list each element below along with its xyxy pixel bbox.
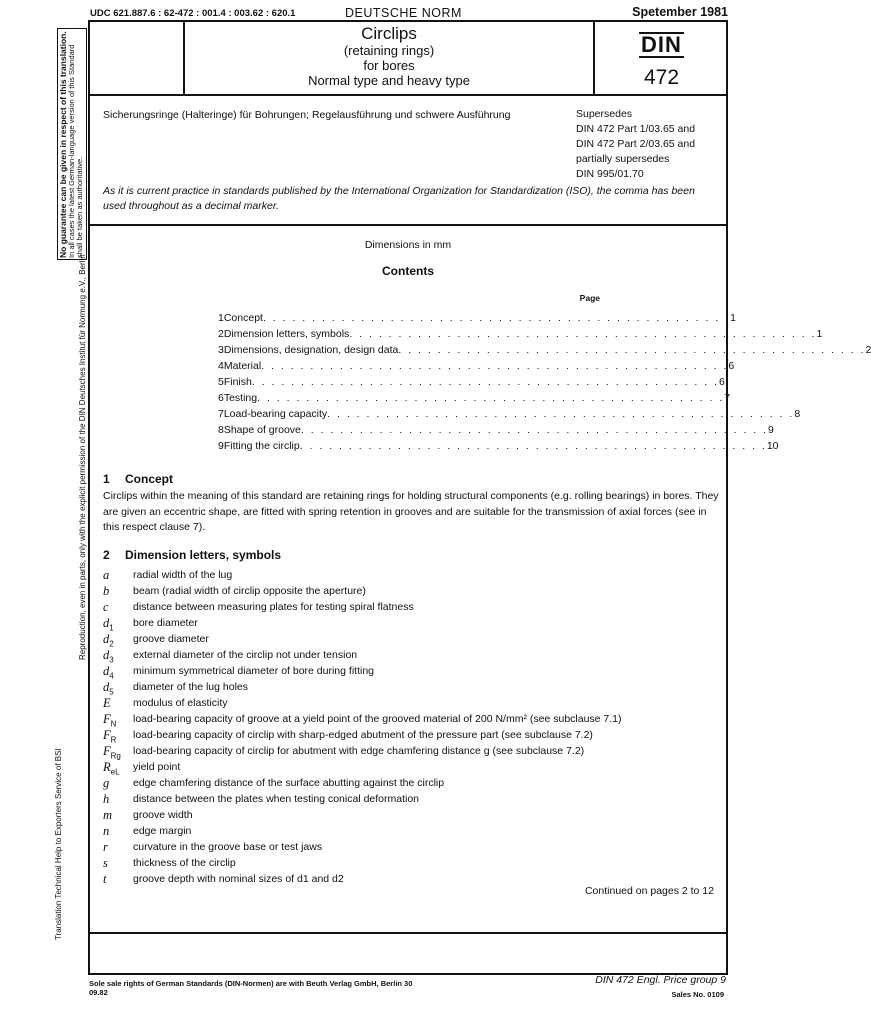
symbol-letter <box>103 567 133 583</box>
symbol-letter <box>103 727 133 743</box>
toc-page: 1 <box>816 328 823 340</box>
symbol-letter <box>103 647 133 663</box>
symbol-row <box>103 567 723 583</box>
symbol-row <box>103 839 723 855</box>
symbol-description: diameter of the lug holes <box>133 681 248 693</box>
symbol-base: d <box>103 648 110 662</box>
section-title: Concept <box>125 472 173 486</box>
symbol-subscript: N <box>110 719 117 729</box>
toc-leader: . . . . . . . . . . . . . . . . . . . . . . . . . . . . . . . . . . . . . . . . . . . . . . . . <box>349 328 817 340</box>
symbol-base: s <box>103 856 108 870</box>
toc-item[interactable] <box>218 326 823 342</box>
symbol-base: r <box>103 840 108 854</box>
footer-rights <box>89 979 529 997</box>
translation-warning: No guarantee can be given in respect of this translation. <box>58 31 68 258</box>
symbol-description: curvature in the groove base or test jaws <box>133 841 323 853</box>
symbol-subscript: 3 <box>109 655 114 665</box>
symbol-row <box>103 647 723 663</box>
symbol-row <box>103 631 723 647</box>
toc-item[interactable] <box>218 310 736 326</box>
symbol-letter <box>103 615 133 631</box>
symbol-letter <box>103 679 133 695</box>
symbol-base: F <box>103 728 111 742</box>
symbol-row <box>103 663 723 679</box>
symbol-base: b <box>103 584 110 598</box>
symbol-letter <box>103 759 133 775</box>
translation-service-note: Translation Technical Help to Exporters Service of BSI <box>54 748 63 940</box>
toc-title: Shape of groove <box>223 424 301 436</box>
translation-warning-detail: In all cases the latest German-language version of this Standard shall be taken as authoritative. <box>67 44 84 258</box>
toc-page: 6 <box>719 376 725 388</box>
toc-number: 3 <box>218 344 224 356</box>
symbol-base: F <box>103 744 111 758</box>
symbol-subscript: eL <box>110 767 120 777</box>
toc-page: 1 <box>730 312 736 324</box>
symbol-letter <box>103 807 133 823</box>
toc-leader: . . . . . . . . . . . . . . . . . . . . . . . . . . . . . . . . . . . . . . . . . . . . . . . . <box>251 376 719 388</box>
toc-title: Finish <box>223 376 252 388</box>
symbol-base: d <box>103 680 110 694</box>
document-title <box>185 24 593 88</box>
symbol-row <box>103 615 723 631</box>
toc-title: Load-bearing capacity <box>223 408 328 420</box>
contents-page-label: Page <box>579 293 600 303</box>
toc-leader: . . . . . . . . . . . . . . . . . . . . . . . . . . . . . . . . . . . . . . . . . . . . . . . . <box>261 360 729 372</box>
reproduction-notice: Reproduction, even in parts, only with the explicit permission of the DIN Deutsches Institut für Normung e.V., Berlin <box>78 254 87 660</box>
symbol-subscript: Rg <box>110 751 121 761</box>
toc-leader: . . . . . . . . . . . . . . . . . . . . . . . . . . . . . . . . . . . . . . . . . . . . . . . . <box>262 312 731 324</box>
bottom-divider <box>88 932 728 934</box>
symbol-description: load-bearing capacity of circlip with sharp-edged abutment of the pressure part (see subclause 7.2) <box>133 729 593 741</box>
symbol-row <box>103 583 723 599</box>
symbol-description: load-bearing capacity of circlip for abutment with edge chamfering distance g (see subclause 7.2) <box>133 745 585 757</box>
symbol-base: E <box>103 696 111 710</box>
symbol-description: groove diameter <box>133 633 209 645</box>
symbol-letter <box>103 791 133 807</box>
symbol-description: distance between measuring plates for testing spiral flatness <box>133 601 414 613</box>
symbol-row <box>103 679 723 695</box>
supersedes-line: DIN 995/01.70 <box>576 168 644 180</box>
din-logo: DIN <box>641 32 682 57</box>
german-title: Sicherungsringe (Halteringe) für Bohrungen; Regelausführung und schwere Ausführung <box>103 109 511 121</box>
toc-page: 8 <box>794 408 801 420</box>
symbol-description: edge margin <box>133 825 192 837</box>
toc-number: 6 <box>218 392 224 404</box>
symbol-row <box>103 727 723 743</box>
toc-title: Material <box>223 360 262 372</box>
symbol-row <box>103 743 723 759</box>
symbol-subscript: 4 <box>109 671 114 681</box>
section-divider <box>88 224 728 226</box>
publication-date: Spetember 1981 <box>632 5 728 19</box>
toc-title: Dimension letters, symbols <box>223 328 350 340</box>
din-block <box>595 24 728 90</box>
footer-reference: DIN 472 Engl. Price group 9 <box>595 974 726 986</box>
symbol-subscript: R <box>110 735 117 745</box>
supersedes-line: partially supersedes <box>576 153 670 165</box>
section-number: 2 <box>103 548 110 562</box>
symbol-base: d <box>103 632 110 646</box>
symbol-row <box>103 599 723 615</box>
toc-number: 9 <box>218 440 224 452</box>
symbol-base: t <box>103 872 107 886</box>
supersedes-line: DIN 472 Part 1/03.65 and <box>576 123 696 135</box>
toc-item[interactable] <box>218 342 871 358</box>
symbol-description: thickness of the circlip <box>133 857 236 869</box>
symbol-description: beam (radial width of circlip opposite the aperture) <box>133 585 366 597</box>
symbol-list <box>103 567 723 887</box>
section-2-heading <box>103 548 281 562</box>
symbol-letter <box>103 775 133 791</box>
toc-title: Testing <box>223 392 258 404</box>
norm-label: DEUTSCHE NORM <box>345 6 462 20</box>
toc-title: Dimensions, designation, design data <box>223 344 399 356</box>
toc-item[interactable] <box>218 438 779 454</box>
symbol-base: h <box>103 792 110 806</box>
symbol-subscript: 2 <box>109 639 114 649</box>
symbol-row <box>103 855 723 871</box>
symbol-letter <box>103 743 133 759</box>
symbol-description: modulus of elasticity <box>133 697 228 709</box>
symbol-letter <box>103 583 133 599</box>
document-header <box>90 6 730 20</box>
toc-page: 7 <box>724 392 731 404</box>
title-line-4: Normal type and heavy type <box>308 73 470 88</box>
symbol-base: g <box>103 776 110 790</box>
dimensions-note: Dimensions in mm <box>364 239 452 251</box>
toc-leader: . . . . . . . . . . . . . . . . . . . . . . . . . . . . . . . . . . . . . . . . . . . . . . . . <box>257 392 725 404</box>
symbol-letter <box>103 871 133 887</box>
din-number: 472 <box>643 66 680 89</box>
toc-item[interactable] <box>218 358 735 374</box>
symbol-base: m <box>103 808 113 822</box>
symbol-subscript: 1 <box>109 623 114 633</box>
symbol-description: groove depth with nominal sizes of d1 and d2 <box>133 873 344 885</box>
footer-code: 09.82 <box>89 988 108 997</box>
symbol-letter <box>103 663 133 679</box>
symbol-description: distance between the plates when testing conical deformation <box>133 793 420 805</box>
symbol-row <box>103 791 723 807</box>
symbol-row <box>103 695 723 711</box>
toc-number: 2 <box>218 328 224 340</box>
symbol-row <box>103 759 723 775</box>
iso-note: As it is current practice in standards published by the International Organization for Standardization (ISO), the comma has been used throughout as a decimal marker. <box>103 185 695 212</box>
symbol-letter <box>103 631 133 647</box>
symbol-letter <box>103 599 133 615</box>
sales-number: Sales No. 0109 <box>671 990 724 999</box>
toc-number: 5 <box>218 376 224 388</box>
section-title: Dimension letters, symbols <box>125 548 282 562</box>
section-1-text: Circlips within the meaning of this standard are retaining rings for holding structural components (e.g. rolling bearings) in bores. They are given an eccentric shape, are fitted with spring retention in grooves and are suitable for the transmission of axial forces (see in this respect clause 7). <box>103 490 719 533</box>
symbol-letter <box>103 711 133 727</box>
toc-leader: . . . . . . . . . . . . . . . . . . . . . . . . . . . . . . . . . . . . . . . . . . . . . . . . <box>398 344 866 356</box>
title-line-3: for bores <box>363 58 415 73</box>
toc-leader: . . . . . . . . . . . . . . . . . . . . . . . . . . . . . . . . . . . . . . . . . . . . . . . . <box>299 440 767 452</box>
section-1-heading <box>103 472 173 486</box>
toc-leader: . . . . . . . . . . . . . . . . . . . . . . . . . . . . . . . . . . . . . . . . . . . . . . . . <box>300 424 769 436</box>
toc-number: 7 <box>218 408 224 420</box>
toc-page: 9 <box>768 424 774 436</box>
symbol-description: yield point <box>133 761 181 773</box>
symbol-base: F <box>103 712 111 726</box>
symbol-row <box>103 711 723 727</box>
symbol-row <box>103 775 723 791</box>
symbol-letter <box>103 695 133 711</box>
symbol-base: R <box>103 760 111 774</box>
toc-item[interactable] <box>218 422 774 438</box>
toc-page: 10 <box>766 440 779 452</box>
symbol-base: a <box>103 568 110 582</box>
symbol-description: minimum symmetrical diameter of bore during fitting <box>133 665 374 677</box>
supersedes-block <box>576 107 726 182</box>
symbol-base: n <box>103 824 110 838</box>
toc-item[interactable] <box>218 406 801 422</box>
table-of-contents <box>218 310 871 454</box>
symbol-description: groove width <box>133 809 193 821</box>
continued-note: Continued on pages 2 to 12 <box>584 885 714 897</box>
toc-number: 1 <box>218 312 224 324</box>
symbol-base: d <box>103 664 110 678</box>
toc-leader: . . . . . . . . . . . . . . . . . . . . . . . . . . . . . . . . . . . . . . . . . . . . . . . . <box>327 408 795 420</box>
supersedes-line: Supersedes <box>576 108 633 120</box>
toc-item[interactable] <box>218 374 725 390</box>
symbol-description: load-bearing capacity of groove at a yield point of the grooved material of 200 N/mm² (see subclause 7.1) <box>133 713 622 725</box>
toc-page: 2 <box>865 344 871 356</box>
symbol-row <box>103 823 723 839</box>
title-line-2: (retaining rings) <box>343 43 435 58</box>
symbol-letter <box>103 839 133 855</box>
symbol-base: d <box>103 616 110 630</box>
section-number: 1 <box>103 472 110 486</box>
rights-text: Sole sale rights of German Standards (DIN-Normen) are with Beuth Verlag GmbH, Berlin 30 <box>89 979 413 988</box>
symbol-description: external diameter of the circlip not under tension <box>133 649 358 661</box>
toc-title: Fitting the circlip <box>223 440 300 452</box>
supersedes-line: DIN 472 Part 2/03.65 and <box>576 138 696 150</box>
udc-code: UDC 621.887.6 : 62-472 : 001.4 : 003.62 : 620.1 <box>90 8 296 19</box>
toc-number: 8 <box>218 424 224 436</box>
symbol-letter <box>103 855 133 871</box>
symbol-row <box>103 807 723 823</box>
toc-number: 4 <box>218 360 224 372</box>
toc-page: 6 <box>728 360 735 372</box>
symbol-description: bore diameter <box>133 617 198 629</box>
contents-heading: Contents <box>382 264 434 278</box>
toc-title: Concept <box>223 312 263 324</box>
symbol-base: c <box>103 600 109 614</box>
symbol-subscript: 5 <box>109 687 114 697</box>
title-main: Circlips <box>361 24 417 43</box>
symbol-letter <box>103 823 133 839</box>
symbol-description: edge chamfering distance of the surface abutting against the circlip <box>133 777 445 789</box>
toc-item[interactable] <box>218 390 731 406</box>
symbol-description: radial width of the lug <box>133 569 233 581</box>
